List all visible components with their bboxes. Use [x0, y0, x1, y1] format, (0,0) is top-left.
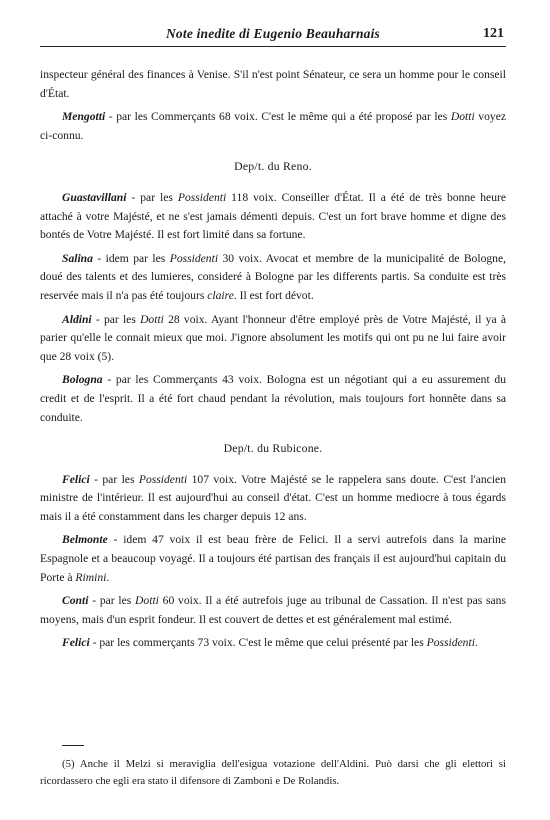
paragraph [40, 250, 506, 306]
person-name: Guastavillani [62, 190, 127, 204]
italic-run: Possidenti [177, 190, 227, 204]
person-name: Mengotti [62, 110, 106, 124]
text-run: - par les [91, 312, 141, 326]
text-run: 30 voix. Avocat et membre de la municipalité de Bologne, doué des talents et des lumieres, consideré à Bologne par les differents partis. Sa conduite est très reservée mais il n'a pas été toujours [40, 251, 507, 302]
paragraph [40, 108, 506, 145]
italic-run: Possidenti [138, 472, 188, 486]
section-heading: Dep/t. du Rubicone. [223, 441, 323, 456]
paragraph [40, 531, 506, 587]
text-run: 118 voix. Conseiller d'État. Il a été de très bonne heure attaché à votre Majésté, et ne s'est jamais démenti depuis. C'est un fort brave homme et digne des bontés de Votre Majésté. Il est fort limité dans sa fortune. [40, 190, 507, 242]
person-name: Salina [62, 251, 93, 265]
text-run: . [106, 570, 110, 584]
footnote-text: (5) Anche il Melzi si meraviglia dell'esigua votazione dell'Aldini. Può darsi che gli elettori si ricordassero che egli era stato il difensore di Zamboni e De Rolandis. [40, 758, 506, 787]
text-run: - par les Commerçants 43 voix. Bologna est un négotiant qui a eu assurement du credit et de l'esprit. Il a été fort chaud pendant la révolution, mais toujours fort honnête dans sa conduite. [40, 373, 506, 424]
text-run: 60 voix. Il a été autrefois juge au tribunal de Cassation. Il n'est pas sans moyens, mais d'un esprit fondeur. Il est couvert de dettes et est généralement mal estimé. [40, 594, 506, 626]
paragraph [40, 311, 506, 367]
text-run: 107 voix. Votre Majésté se le rappelera sans doute. C'est l'ancien ministre de l'intérieur. Il est aujourd'hui au conseil d'état. C'est un homme mediocre à tous égards mais il a été constamment dans les charger depuis 12 ans. [40, 472, 506, 523]
paragraph [40, 634, 506, 653]
text-run: - par les [126, 190, 178, 204]
text-run: - par les commerçants 73 voix. C'est le même que celui présenté par les [89, 636, 427, 650]
text-run: . [474, 636, 478, 650]
person-name: Bologna [62, 373, 103, 387]
person-name: Felici [62, 472, 90, 486]
text-run: - idem 47 voix il est beau frère de Felici. Il a servi autrefois dans la marine Espagnole et a beaucoup voyagé. Il a toujours été partisan des français il est aujourd'hui capitain du Porte à [40, 533, 506, 584]
running-title: Note inedite di Eugenio Beauharnais [165, 26, 381, 41]
person-name: Felici [62, 636, 90, 650]
person-name: Aldini [62, 312, 92, 326]
text-run: voyez ci-connu. [40, 110, 506, 142]
text-run: inspecteur général des finances à Venise. S'il n'est point Sénateur, ce sera un homme pour le conseil d'État. [40, 68, 506, 100]
body-text [40, 66, 506, 658]
text-run: - par les Commerçants 68 voix. C'est le même qui a été proposé par les [105, 110, 451, 124]
text-run: - par les [88, 594, 136, 608]
paragraph [40, 371, 506, 427]
italic-run: Dotti [135, 594, 159, 608]
text-run: . Il est fort dévot. [233, 288, 314, 302]
italic-run: Rimini [75, 570, 107, 584]
paragraph [40, 592, 506, 629]
text-run: 28 voix. Ayant l'honneur d'être employé près de Votre Majésté, il ya à parier qu'elle le connait mieux que moi. J'ignore absolument les motifs qui ont pu ne lui faire avoir que 28 voix (5). [40, 312, 506, 363]
person-name: Conti [62, 594, 89, 608]
section-heading: Dep/t. du Reno. [234, 159, 312, 174]
text-run: - idem par les [92, 251, 170, 265]
italic-run: Dotti [140, 312, 164, 326]
running-header [40, 24, 506, 47]
page-number: 121 [483, 26, 504, 41]
paragraph [40, 66, 506, 103]
footnote-rule [62, 745, 84, 746]
paragraph [40, 471, 506, 527]
italic-run: claire [207, 288, 234, 302]
italic-run: Possidenti [169, 251, 219, 265]
italic-run: Dotti [450, 110, 475, 124]
text-run: - par les [89, 472, 139, 486]
paragraph [40, 189, 506, 245]
footnote [40, 756, 506, 789]
person-name: Belmonte [62, 533, 108, 547]
italic-run: Possidenti [426, 636, 475, 650]
